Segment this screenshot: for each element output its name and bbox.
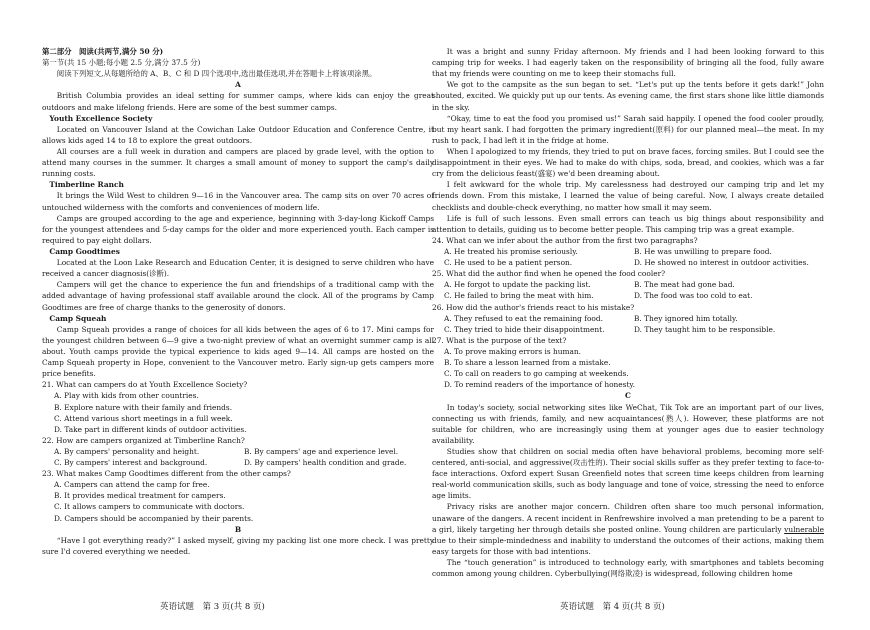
paragraph: It brings the Wild West to children 9—16 in the Vancouver area. The camp sits on over 70 acres of untouched wilderness with the comforts and conveniences of modern life. <box>42 191 434 212</box>
text-run: Privacy risks are another major concern. Children often share too much personal information, unaware of the dangers. A recent incident in Renfrewshire involved a man pretending to be a parent to a girl, likely targeting her through details she posted online. Young children are particularly <box>432 502 824 534</box>
question-22: 22. How are campers organized at Timberline Ranch? <box>42 435 245 445</box>
option-row <box>42 457 434 468</box>
paragraph: Campers will get the chance to experience the fun and friendships of a traditional camp with the added advantage of having professional staff available around the clock. All of the programs by Camp Goodtimes are free of charge thanks to the generosity of donors. <box>42 280 434 312</box>
page-4-column <box>432 46 824 591</box>
option: A. He forgot to update the packing list. <box>444 280 591 290</box>
passage-a-label: A <box>235 80 241 90</box>
paragraph: “Have I got everything ready?” I asked myself, giving my packing list one more check. I was pretty sure I'd covered everything we needed. <box>42 535 434 556</box>
option-row <box>432 313 824 324</box>
option: B. The meat had gone bad. <box>634 280 735 290</box>
question-23: 23. What makes Camp Goodtimes different from the other camps? <box>42 469 291 479</box>
option: C. It allows campers to communicate with doctors. <box>54 502 245 512</box>
camp-heading: Youth Excellence Society <box>49 113 153 123</box>
option: A. They refused to eat the remaining food. <box>444 313 603 323</box>
text-run: due to their simple-mindedness and inability to understand the outcomes of their actions, making them easy targets for those with bad intentions. <box>432 535 824 556</box>
option: B. Explore nature with their family and friends. <box>54 402 233 412</box>
option: A. By campers' personality and height. <box>54 446 200 456</box>
option: D. He showed no interest in outdoor activities. <box>634 258 809 268</box>
camp-heading: Camp Goodtimes <box>49 246 120 256</box>
passage-c-label: C <box>625 391 631 401</box>
paragraph: The “touch generation” is introduced to technology early, with smartphones and tablets becoming common among young children. Cyberbullying(网络欺凌) is widespread, following children home <box>432 558 824 579</box>
paragraph: When I apologized to my friends, they tried to put on brave faces, forcing smiles. But I could see the disappointment in their eyes. We had to make do with chips, soda, bread, and cookies, which was a far cry from the delicious feast(盛宴) we'd been dreaming about. <box>432 146 824 179</box>
paragraph: Camps are grouped according to the age and experience, beginning with 3-day-long Kickoff Camps for the youngest attendees and 5-day camps for the older and more experienced youth. Each camper is required to pay eight dollars. <box>42 213 434 245</box>
paragraph: Camp Squeah provides a range of choices for all kids between the ages of 6 to 17. Mini camps for the youngest children between 6—9 give a two-night preview of what an overnight summer camp is all about. Youth camps provide the typical experience to kids aged 9—14. All camps are hosted on the Camp Squeah property in Hope, convenient to the Vancouver metro. Early sign-up gets campers more price benefits. <box>42 324 434 379</box>
option: A. Campers can attend the camp for free. <box>54 480 210 490</box>
option: A. Play with kids from other countries. <box>54 391 199 401</box>
option: D. Take part in different kinds of outdoor activities. <box>54 424 247 434</box>
passage-a-intro: British Columbia provides an ideal setting for summer camps, where kids can enjoy the great outdoors and make lifelong friends. Here are some of the best summer camps. <box>42 91 434 112</box>
option: A. He treated his promise seriously. <box>444 246 578 256</box>
section-one-title: 第一节(共 15 小题;每小题 2.5 分,满分 37.5 分) <box>42 58 201 68</box>
option: B. To share a lesson learned from a mistake. <box>444 358 611 368</box>
option: B. He was unwilling to prepare food. <box>634 246 772 256</box>
paragraph: Studies show that children on social media often have behavioral problems, becoming more self-centered, anti-social, and aggressive(攻击性的). Their social skills suffer as they prefer texting to face-to-face interactions. Oxford expert Susan Greenfield notes that screen time keeps children from learning real-world communication skills, such as body language and tone of voice, stressing the need to enforce age limits. <box>432 446 824 501</box>
camp-heading: Timberline Ranch <box>49 180 124 190</box>
option: C. By campers' interest and background. <box>54 458 208 468</box>
paragraph: In today's society, social networking sites like WeChat, Tik Tok are an important part of our lives, connecting us with friends, family, and new acquaintances(熟人). However, these platforms are not suitable for children, who are increasingly using them at younger ages due to easier technology availability. <box>432 402 824 445</box>
option-row <box>432 246 824 257</box>
underlined-word: vulnerable <box>784 524 824 534</box>
option: A. To prove making errors is human. <box>444 346 582 356</box>
option: B. They ignored him totally. <box>634 313 738 323</box>
page-footer-right: 英语试题 第 4 页(共 8 页) <box>560 602 665 612</box>
camp-heading: Camp Squeah <box>49 313 107 323</box>
option: C. To call on readers to go camping at weekends. <box>444 369 629 379</box>
paragraph: “Okay, time to eat the food you promised us!” Sarah said happily. I opened the food cooler proudly, but my heart sank. I had forgotten the primary ingredient(原料) for our planned meal—the meat. In my rush to pack, I had left it in the fridge at home. <box>432 113 824 145</box>
question-25: 25. What did the author find when he opened the food cooler? <box>432 269 666 279</box>
option: B. It provides medical treatment for campers. <box>54 491 226 501</box>
option-row <box>432 279 824 290</box>
option: D. To remind readers of the importance of honesty. <box>444 380 635 390</box>
option: C. Attend various short meetings in a full week. <box>54 413 233 423</box>
option: C. He used to be a patient person. <box>444 258 573 268</box>
option-row <box>432 290 824 301</box>
option: D. The food was too cold to eat. <box>634 291 753 301</box>
part-title: 第二部分 阅读(共两节,满分 50 分) <box>42 47 164 56</box>
paragraph: Life is full of such lessons. Even small errors can teach us big things about responsibility and attention to details, guiding us to become better people. This camping trip was a great example. <box>432 213 824 234</box>
question-24: 24. What can we infer about the author from the first two paragraphs? <box>432 235 698 245</box>
option: D. Campers should be accompanied by their parents. <box>54 513 254 523</box>
option: D. By campers' health condition and grade. <box>244 458 407 468</box>
question-21: 21. What can campers do at Youth Excellence Society? <box>42 380 248 390</box>
page-3-column <box>42 46 434 591</box>
option-row <box>432 257 824 268</box>
paragraph: All courses are a full week in duration and campers are placed by grade level, with the option to attend many courses in the summer. It charges a small amount of money to support the camp's daily running costs. <box>42 146 434 179</box>
option-row <box>42 446 434 457</box>
paragraph: We got to the campsite as the sun began to set. “Let's put up the tents before it gets dark!” John shouted, excited. We quickly put up our tents. As evening came, the first stars shone like little diamonds in the sky. <box>432 80 824 112</box>
paragraph <box>432 501 824 557</box>
paragraph: I felt awkward for the whole trip. My carelessness had destroyed our camping trip and let my friends down. From this mistake, I learned the value of being careful. Now, I always create detailed checklists and double-check everything, no matter how small it may seem. <box>432 180 824 212</box>
option: B. By campers' age and experience level. <box>244 446 399 456</box>
question-26: 26. How did the author's friends react to his mistake? <box>432 302 635 312</box>
paragraph: It was a bright and sunny Friday afternoon. My friends and I had been looking forward to this camping trip for weeks. I had eagerly taken on the responsibility of bringing all the food, fully aware that my friends were counting on me to keep their stomachs full. <box>432 47 824 79</box>
passage-b-label: B <box>234 524 242 534</box>
option: C. They tried to hide their disappointment. <box>444 324 605 334</box>
question-27: 27. What is the purpose of the text? <box>432 335 567 345</box>
paragraph: Located on Vancouver Island at the Cowichan Lake Outdoor Education and Conference Centre, it allows kids aged 14 to 18 to explore the great outdoors. <box>42 124 434 145</box>
option: D. They taught him to be responsible. <box>634 324 776 334</box>
paragraph: Located at the Loon Lake Research and Education Center, it is designed to serve children who have received a cancer diagnosis(诊断). <box>42 258 434 279</box>
option-row <box>432 324 824 335</box>
instruction: 阅读下列短文,从每题所给的 A、B、C 和 D 四个选项中,选出最佳选项,并在答题卡上将该项涂黑。 <box>56 69 377 79</box>
option: C. He failed to bring the meat with him. <box>444 291 594 301</box>
page-footer-left: 英语试题 第 3 页(共 8 页) <box>160 602 265 612</box>
